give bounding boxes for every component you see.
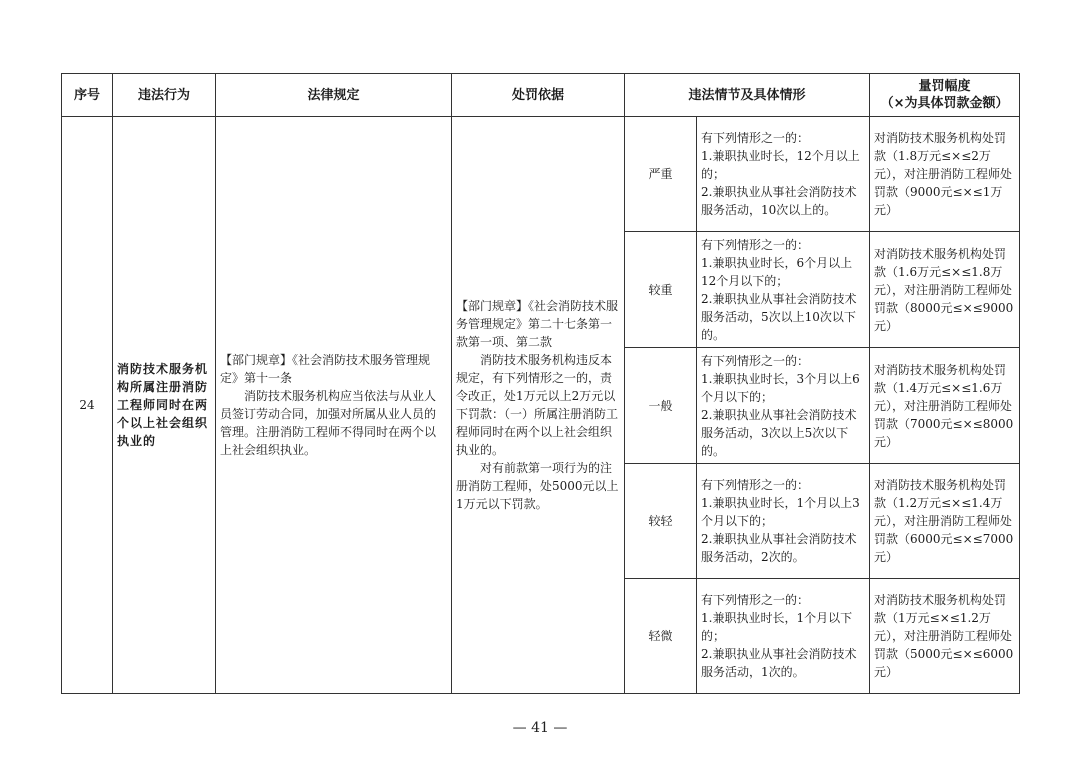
condition-line: 2.兼职执业从事社会消防技术服务活动，2次的。 — [701, 532, 857, 564]
condition-line: 1.兼职执业时长，1个月以上3个月以下的； — [701, 496, 860, 528]
fine-range: 对消防技术服务机构处罚款（1.8万元≤×≤2万元），对注册消防工程师处罚款（9000元≤×≤1万元） — [870, 117, 1020, 232]
condition-line: 有下列情形之一的： — [701, 131, 810, 145]
severity-label: 严重 — [625, 117, 697, 232]
legal-provision — [216, 117, 452, 694]
condition-line: 2.兼职执业从事社会消防技术服务活动，10次以上的。 — [701, 185, 857, 217]
penalty-basis-para2: 对有前款第一项行为的注册消防工程师，处5000元以上1万元以下罚款。 — [456, 461, 619, 511]
table-row — [62, 117, 1020, 232]
severity-label: 轻微 — [625, 579, 697, 694]
legal-provision-title: 【部门规章】《社会消防技术服务管理规定》第十一条 — [220, 353, 431, 385]
violation-act: 消防技术服务机构所属注册消防工程师同时在两个以上社会组织执业的 — [113, 117, 216, 694]
header-law: 法律规定 — [216, 74, 452, 117]
fine-range: 对消防技术服务机构处罚款（1.2万元≤×≤1.4万元），对注册消防工程师处罚款（6000元≤×≤7000元） — [870, 464, 1020, 579]
header-situation: 违法情节及具体情形 — [625, 74, 870, 117]
fine-range: 对消防技术服务机构处罚款（1.4万元≤×≤1.6万元），对注册消防工程师处罚款（7000元≤×≤8000元） — [870, 348, 1020, 464]
condition-line: 2.兼职执业从事社会消防技术服务活动，1次的。 — [701, 647, 857, 679]
situation-conditions — [697, 464, 870, 579]
condition-line: 有下列情形之一的： — [701, 478, 810, 492]
header-basis: 处罚依据 — [452, 74, 625, 117]
condition-line: 1.兼职执业时长，12个月以上的； — [701, 149, 860, 181]
header-row — [62, 74, 1020, 117]
condition-line: 有下列情形之一的： — [701, 353, 810, 368]
severity-label: 较重 — [625, 232, 697, 348]
penalty-basis-title: 【部门规章】《社会消防技术服务管理规定》第二十七条第一款第一项、第二款 — [456, 299, 619, 349]
severity-label: 较轻 — [625, 464, 697, 579]
header-no: 序号 — [62, 74, 113, 117]
condition-line: 有下列情形之一的： — [701, 237, 810, 252]
condition-line: 1.兼职执业时长，6个月以上12个月以下的； — [701, 255, 853, 288]
severity-label: 一般 — [625, 348, 697, 464]
condition-line: 2.兼职执业从事社会消防技术服务活动，3次以上5次以下的。 — [701, 407, 857, 458]
situation-conditions — [697, 117, 870, 232]
fine-range: 对消防技术服务机构处罚款（1万元≤×≤1.2万元），对注册消防工程师处罚款（5000元≤×≤6000元） — [870, 579, 1020, 694]
penalty-table — [61, 73, 1020, 694]
page-number: — 41 — — [512, 720, 568, 736]
condition-line: 1.兼职执业时长，3个月以上6个月以下的； — [701, 371, 860, 404]
header-range-line1: 量罚幅度 — [918, 79, 971, 94]
penalty-basis — [452, 117, 625, 694]
penalty-basis-para1: 消防技术服务机构违反本规定，有下列情形之一的，责令改正，处1万元以上2万元以下罚款：（一）所属注册消防工程师同时在两个以上社会组织执业的。 — [456, 353, 619, 457]
legal-provision-body: 消防技术服务机构应当依法与从业人员签订劳动合同，加强对所属从业人员的管理。注册消防工程师不得同时在两个以上社会组织执业。 — [220, 389, 437, 457]
situation-conditions — [697, 348, 870, 464]
header-range — [870, 74, 1020, 117]
row-number: 24 — [62, 117, 113, 694]
fine-range: 对消防技术服务机构处罚款（1.6万元≤×≤1.8万元），对注册消防工程师处罚款（8000元≤×≤9000元） — [870, 232, 1020, 348]
condition-line: 1.兼职执业时长，1个月以下的； — [701, 611, 853, 643]
header-act: 违法行为 — [113, 74, 216, 117]
header-range-line2: （×为具体罚款金额） — [880, 96, 1009, 111]
situation-conditions — [697, 232, 870, 348]
situation-conditions — [697, 579, 870, 694]
condition-line: 有下列情形之一的： — [701, 593, 810, 607]
condition-line: 2.兼职执业从事社会消防技术服务活动，5次以上10次以下的。 — [701, 291, 857, 342]
